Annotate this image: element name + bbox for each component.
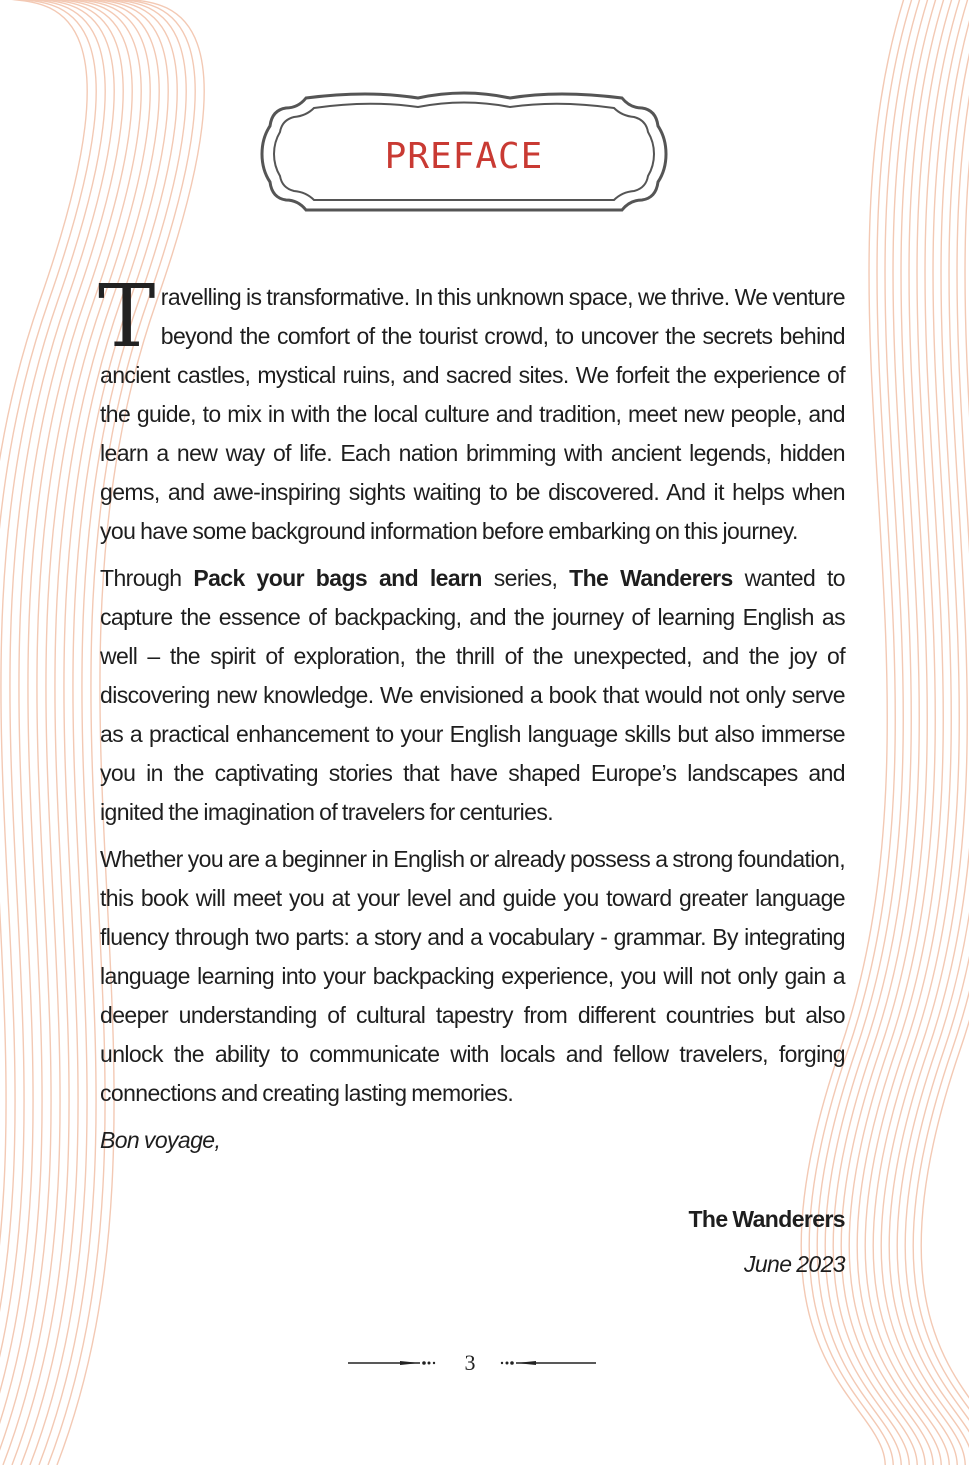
background-wave-line (921, 0, 969, 1465)
drop-cap: T (98, 267, 155, 367)
signature-date: June 2023 (743, 1251, 845, 1277)
paragraph-2-text-c: wanted to capture the essence of backpacking, and the journey of learning English as well – the spirit of exploration, the thrill of the unexpected, and the joy of discovering new knowledge. We envisioned a book that would not only serve as a practical enhancement to your English language skills but also immerse you in the captivating stories that have shaped Europe’s landscapes and ignited the imagination of travelers for centuries. (100, 565, 845, 825)
background-wave-line (0, 0, 114, 1465)
page-title: PREFACE (384, 135, 544, 177)
title-frame (258, 86, 670, 222)
background-wave-line (889, 0, 969, 1465)
page-number: 3 (464, 1350, 476, 1375)
signature-name: The Wanderers (688, 1206, 845, 1232)
paragraph-2-text-a: Through (100, 565, 194, 591)
paragraph-1 (98, 267, 845, 551)
paragraph-1-text: ravelling is transformative. In this unknown space, we thrive. We venture beyond the comfort of the tourist crowd, to uncover the secrets behind ancient castles, mystical ruins, and sacred sites. We forfeit the experience of the guide, to mix in with the local culture and tradition, meet new people, and learn a new way of life. Each nation brimming with ancient legends, hidden gems, and awe-inspiring sights waiting to be discovered. And it helps when you have some background information before embarking on this journey. (100, 284, 845, 544)
paragraph-2-text-b: series, (481, 565, 570, 591)
signoff: Bon voyage, (100, 1127, 221, 1153)
preface-body (98, 267, 845, 1284)
signature-block (100, 1200, 845, 1284)
series-name: Pack your bags and learn (193, 565, 482, 591)
author-name-inline: The Wanderers (569, 565, 733, 591)
paragraph-2 (100, 559, 845, 832)
page-footer (340, 1348, 600, 1380)
paragraph-3: Whether you are a beginner in English or already possess a strong foundation, this book will meet you at your level and guide you toward greater language fluency through two parts: a story and a vocabulary - grammar. By integrating language learning into your backpacking experience, you will not only gain a deeper understanding of cultural tapestry from different countries but also unlock the ability to communicate with locals and fellow travelers, forging connections and creating lasting memories. (100, 846, 845, 1106)
